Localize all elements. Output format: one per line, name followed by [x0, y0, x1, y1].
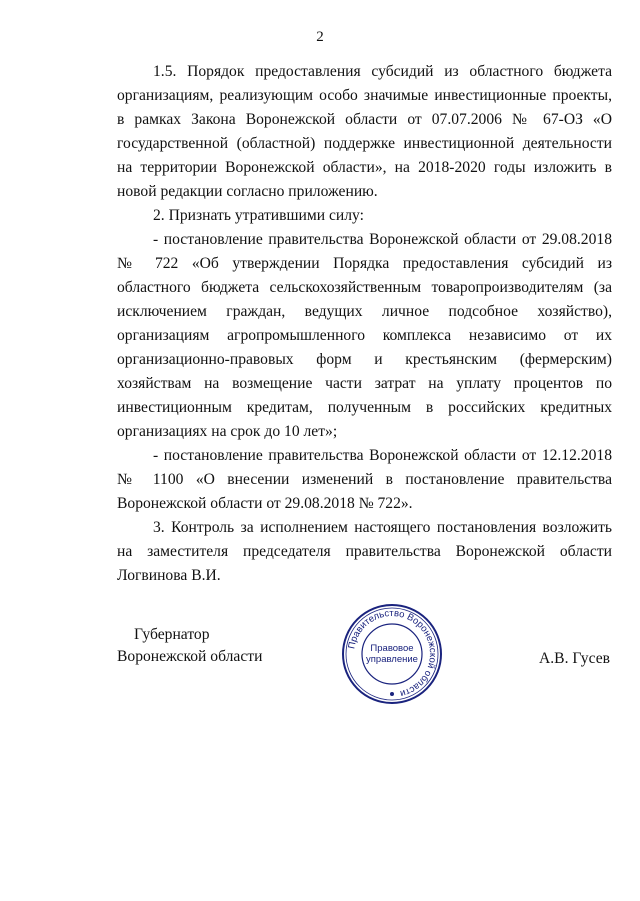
signatory-title — [117, 624, 262, 668]
signatory-name: А.В. Гусев — [539, 650, 610, 667]
signatory-title-line2: Воронежской области — [117, 648, 263, 665]
document-body — [117, 60, 612, 588]
page-number: 2 — [316, 29, 324, 45]
stamp-center-line2: управление — [366, 654, 418, 665]
paragraph-repeal-1100: - постановление правительства Воронежской области от 12.12.2018 № 1100 «О внесении изменений в постановление правительства Воронежской области от 29.08.2018 № 722». — [117, 447, 612, 512]
stamp-center-line1: Правовое — [370, 643, 414, 654]
signatory-title-line1: Губернатор — [134, 626, 210, 643]
paragraph-2: 2. Признать утратившими силу: — [153, 207, 364, 224]
paragraph-3: 3. Контроль за исполнением настоящего постановления возложить на заместителя председателя правительства Воронежской области Логвинова В.И. — [117, 519, 612, 584]
stamp-star-icon — [390, 692, 394, 696]
paragraph-repeal-722: - постановление правительства Воронежской области от 29.08.2018 № 722 «Об утверждении Порядка предоставления субсидий из областного бюджета сельскохозяйственным товаропроизводителям (за исключением граждан, ведущих личное подсобное хозяйство), организациям агропромышленного комплекса независимо от их организационно-правовых форм и крестьянским (фермерским) хозяйствам на возмещение части затрат на уплату процентов по инвестиционным кредитам, полученным в российских кредитных организациях на срок до 10 лет»; — [117, 231, 612, 440]
official-stamp — [340, 602, 444, 706]
paragraph-1-5: 1.5. Порядок предоставления субсидий из областного бюджета организациям, реализующим особо значимые инвестиционные проекты, в рамках Закона Воронежской области от 07.07.2006 № 67-ОЗ «О государственной (областной) поддержке инвестиционной деятельности на территории Воронежской области», на 2018-2020 годы изложить в новой редакции согласно приложению. — [117, 63, 612, 200]
stamp-ring-text: Правительство Воронежской области — [346, 607, 439, 700]
